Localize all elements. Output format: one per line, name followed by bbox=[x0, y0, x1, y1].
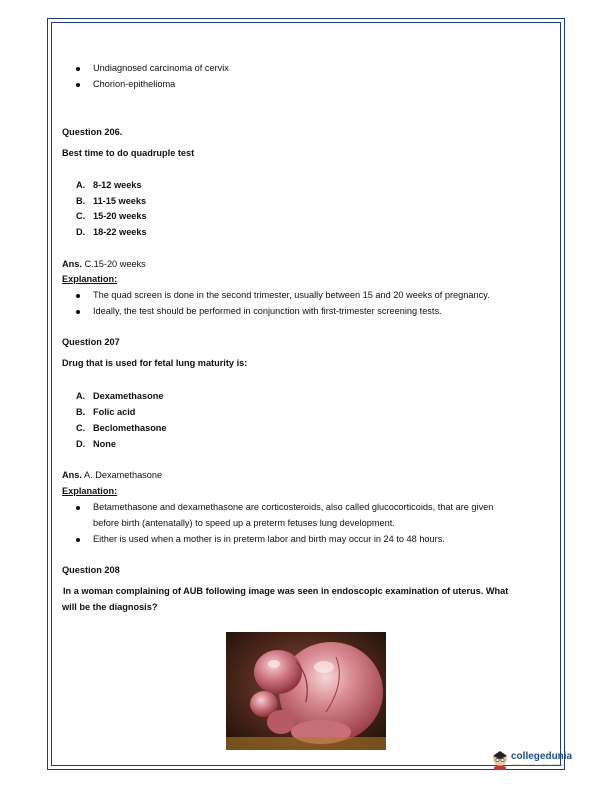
bullet-icon bbox=[76, 310, 80, 314]
question-title: Question 206. bbox=[62, 127, 123, 137]
answer: Ans. A. Dexamethasone bbox=[62, 470, 163, 480]
question-title: Question 208 bbox=[62, 565, 120, 575]
option: D. 18-22 weeks bbox=[76, 227, 147, 237]
option: A. Dexamethasone bbox=[76, 391, 164, 401]
logo-text: collegedunia bbox=[511, 751, 573, 762]
option: D. None bbox=[76, 439, 116, 449]
list-item-continuation: before birth (antenatally) to speed up a preterm fetuses lung development. bbox=[93, 518, 395, 528]
bullet-icon bbox=[76, 294, 80, 298]
question-text-continuation: will be the diagnosis? bbox=[62, 602, 158, 612]
bullet-icon bbox=[76, 67, 80, 71]
endoscopy-illustration bbox=[226, 632, 386, 750]
option: A. 8-12 weeks bbox=[76, 180, 142, 190]
option: B. Folic acid bbox=[76, 407, 136, 417]
question-text: Best time to do quadruple test bbox=[62, 148, 195, 158]
explanation-label: Explanation: bbox=[62, 274, 118, 284]
option: C. Beclomethasone bbox=[76, 423, 167, 433]
answer: Ans. C.15-20 weeks bbox=[62, 259, 146, 269]
bullet-icon bbox=[76, 506, 80, 510]
collegedunia-logo bbox=[491, 748, 571, 774]
mascot-icon bbox=[491, 750, 509, 770]
question-text: In a woman complaining of AUB following image was seen in endoscopic examination of uterus. What bbox=[63, 586, 509, 596]
option: C. 15-20 weeks bbox=[76, 211, 147, 221]
question-text: Drug that is used for fetal lung maturity is: bbox=[62, 358, 248, 368]
question-title: Question 207 bbox=[62, 337, 120, 347]
bullet-icon bbox=[76, 538, 80, 542]
bullet-icon bbox=[76, 83, 80, 87]
option: B. 11-15 weeks bbox=[76, 196, 147, 206]
endoscopic-image bbox=[226, 632, 386, 750]
logo-tagline: India's Largest Student Review Platform bbox=[512, 763, 566, 767]
explanation-label: Explanation: bbox=[62, 486, 118, 496]
